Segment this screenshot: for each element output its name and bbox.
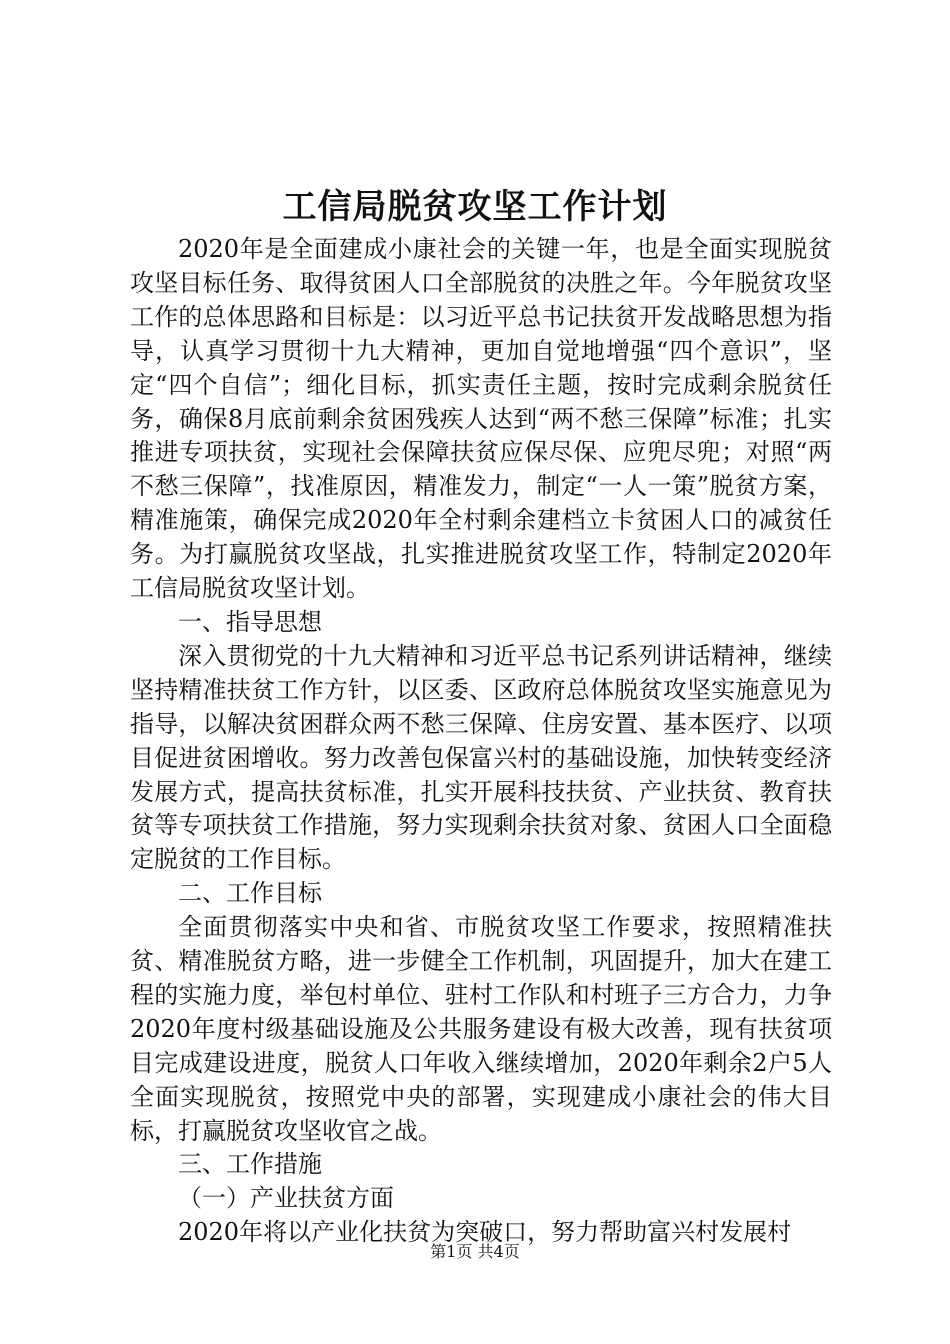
subsection-heading-industry-poverty: （一）产业扶贫方面 bbox=[178, 1184, 394, 1213]
section-heading-work-goals: 二、工作目标 bbox=[178, 879, 322, 908]
page-number-footer: 第1页 共4页 bbox=[430, 1242, 520, 1261]
document-body bbox=[130, 233, 832, 1250]
work-goals-paragraph: 全面贯彻落实中央和省、市脱贫攻坚工作要求，按照精准扶贫、精准脱贫方略，进一步健全工作机制，巩固提升，加大在建工程的实施力度，举包村单位、驻村工作队和村班子三方合力，力争2020年度村级基础设施及公共服务建设有极大改善，现有扶贫项目完成建设进度，脱贫人口年收入继续增加，2020年剩余2户5人全面实现脱贫，按照党中央的部署，实现建成小康社会的伟大目标，打赢脱贫攻坚收官之战。 bbox=[130, 913, 832, 1145]
document-title: 工信局脱贫攻坚工作计划 bbox=[282, 187, 668, 227]
section-heading-work-measures: 三、工作措施 bbox=[178, 1150, 322, 1179]
section-heading-guiding-thought: 一、指导思想 bbox=[178, 607, 322, 636]
industry-poverty-paragraph: 2020年将以产业化扶贫为突破口，努力帮助富兴村发展村 bbox=[178, 1218, 792, 1247]
intro-paragraph: 2020年是全面建成小康社会的关键一年，也是全面实现脱贫攻坚目标任务、取得贫困人口全部脱贫的决胜之年。今年脱贫攻坚工作的总体思路和目标是：以习近平总书记扶贫开发战略思想为指导，认真学习贯彻十九大精神，更加自觉地增强“四个意识”，坚定“四个自信”；细化目标，抓实责任主题，按时完成剩余脱贫任务，确保8月底前剩余贫困残疾人达到“两不愁三保障”标准；扎实推进专项扶贫，实现社会保障扶贫应保尽保、应兜尽兜；对照“两不愁三保障”，找准原因，精准发力，制定“一人一策”脱贫方案，精准施策，确保完成2020年全村剩余建档立卡贫困人口的减贫任务。为打赢脱贫攻坚战，扎实推进脱贫攻坚工作，特制定2020年工信局脱贫攻坚计划。 bbox=[130, 235, 832, 603]
guiding-thought-paragraph: 深入贯彻党的十九大精神和习近平总书记系列讲话精神，继续坚持精准扶贫工作方针，以区委、区政府总体脱贫攻坚实施意见为指导，以解决贫困群众两不愁三保障、住房安置、基本医疗、以项目促进贫困增收。努力改善包保富兴村的基础设施，加快转变经济发展方式，提高扶贫标准，扎实开展科技扶贫、产业扶贫、教育扶贫等专项扶贫工作措施，努力实现剩余扶贫对象、贫困人口全面稳定脱贫的工作目标。 bbox=[130, 641, 832, 874]
